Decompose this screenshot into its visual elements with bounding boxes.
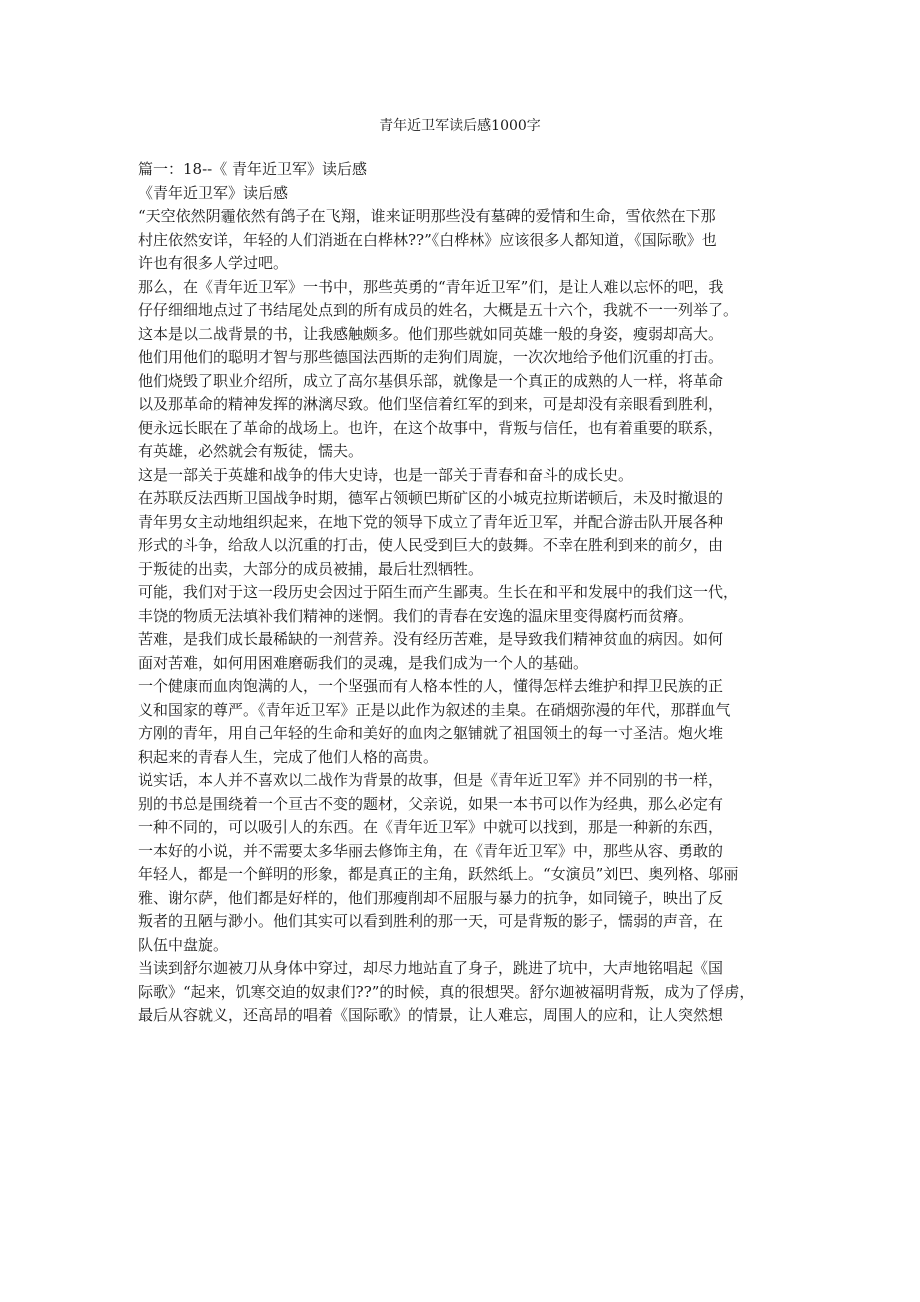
text-line: 形式的斗争，给敌人以沉重的打击，使人民受到巨大的鼓舞。不幸在胜利到来的前夕，由 — [138, 536, 724, 554]
text-line: 际歌》“起来，饥寒交迫的奴隶们??”的时候，真的很想哭。舒尔迦被福明背叛，成为了俘虏， — [138, 982, 755, 1001]
text-line: 说实话，本人并不喜欢以二战作为背景的故事，但是《青年近卫军》并不同别的书一样， — [138, 771, 724, 789]
text-line: 当读到舒尔迦被刀从身体中穿过，却尽力地站直了身子，跳进了坑中，大声地铭唱起《国 — [138, 959, 724, 977]
text-line: 队伍中盘旋。 — [138, 935, 229, 954]
text-line: 方刚的青年，用自己年轻的生命和美好的血肉之躯铺就了祖国领土的每一寸圣洁。炮火堆 — [138, 724, 724, 742]
text-line: 青年男女主动地组织起来，在地下党的领导下成立了青年近卫军，并配合游击队开展各种 — [138, 512, 724, 531]
text-line: 一种不同的，可以吸引人的东西。在《青年近卫军》中就可以找到，那是一种新的东西， — [138, 818, 724, 836]
text-line: 他们烧毁了职业介绍所，成立了高尔基俱乐部，就像是一个真正的成熟的人一样，将革命 — [138, 371, 724, 390]
text-line: 这是一部关于英雄和战争的伟大史诗，也是一部关于青春和奋斗的成长史。 — [138, 465, 634, 484]
text-line: 雅、谢尔萨，他们都是好样的，他们那瘦削却不屈服与暴力的抗争，如同镜子，映出了反 — [138, 888, 724, 907]
text-line: 有英雄，必然就会有叛徒，懦夫。 — [138, 442, 364, 460]
text-line: 苦难，是我们成长最稀缺的一剂营养。没有经历苦难，是导致我们精神贫血的病因。如何 — [138, 630, 724, 648]
document-title: 青年近卫军读后感1000字 — [379, 118, 541, 134]
text-line: “天空依然阴霾依然有鸽子在飞翔，谁来证明那些没有墓碑的爱情和生命，雪依然在下那 — [138, 207, 716, 225]
text-line: 义和国家的尊严。《青年近卫军》正是以此作为叙述的圭臬。在硝烟弥漫的年代，那群血气 — [138, 700, 731, 719]
text-line: 一本好的小说，并不需要太多华丽去修饰主角，在《青年近卫军》中，那些从容、勇敢的 — [138, 841, 724, 860]
text-line: 村庄依然安详，年轻的人们消逝在白桦林??”《白桦林》应该很多人都知道，《国际歌》也 — [138, 230, 717, 249]
text-line: 于叛徒的出卖，大部分的成员被捕，最后壮烈牺牲。 — [138, 559, 484, 578]
document-body — [138, 158, 786, 1028]
text-line: 在苏联反法西斯卫国战争时期，德军占领顿巴斯矿区的小城克拉斯诺顿后，未及时撤退的 — [138, 489, 724, 507]
text-line: 《青年近卫军》读后感 — [138, 183, 289, 202]
text-line: 便永远长眠在了革命的战场上。也许，在这个故事中，背叛与信任，也有着重要的联系， — [138, 418, 724, 437]
text-line: 别的书总是围绕着一个亘古不变的题材，父亲说，如果一本书可以作为经典，那么必定有 — [138, 794, 724, 813]
text-line: 最后从容就义，还高昂的唱着《国际歌》的情景，让人难忘，周围人的应和，让人突然想 — [138, 1006, 724, 1024]
text-line: 可能，我们对于这一段历史会因过于陌生而产生鄙夷。生长在和平和发展中的我们这一代， — [138, 583, 739, 601]
text-line: 叛者的丑陋与渺小。他们其实可以看到胜利的那一天，可是背叛的影子，懦弱的声音，在 — [138, 912, 724, 930]
text-line: 积起来的青春人生，完成了他们人格的高贵。 — [138, 747, 439, 766]
text-line: 年轻人，都是一个鲜明的形象，都是真正的主角，跃然纸上。“女演员”刘巴、奥列格、邬丽 — [138, 865, 739, 883]
text-line: 这本是以二战背景的书，让我感触颇多。他们那些就如同英雄一般的身姿，瘦弱却高大。 — [138, 324, 724, 343]
text-line: 篇一：18--《 青年近卫军》读后感 — [138, 160, 367, 178]
text-line: 一个健康而血肉饱满的人，一个坚强而有人格本性的人，懂得怎样去维护和捍卫民族的正 — [138, 677, 724, 695]
text-line: 以及那革命的精神发挥的淋漓尽致。他们坚信着红军的到来，可是却没有亲眼看到胜利， — [138, 395, 724, 413]
text-line: 面对苦难，如何用困难磨砺我们的灵魂，是我们成为一个人的基础。 — [138, 653, 589, 672]
text-line: 他们用他们的聪明才智与那些德国法西斯的走狗们周旋，一次次地给予他们沉重的打击。 — [138, 348, 724, 366]
text-line: 许也有很多人学过吧。 — [138, 254, 289, 272]
text-line: 丰饶的物质无法填补我们精神的迷惘。我们的青春在安逸的温床里变得腐朽而贫瘠。 — [138, 606, 694, 625]
text-line: 仔仔细细地点过了书结尾处点到的所有成员的姓名，大概是五十六个，我就不一一列举了。 — [138, 301, 739, 319]
text-line: 那么，在《青年近卫军》一书中，那些英勇的“青年近卫军”们，是让人难以忘怀的吧，我 — [138, 277, 724, 296]
